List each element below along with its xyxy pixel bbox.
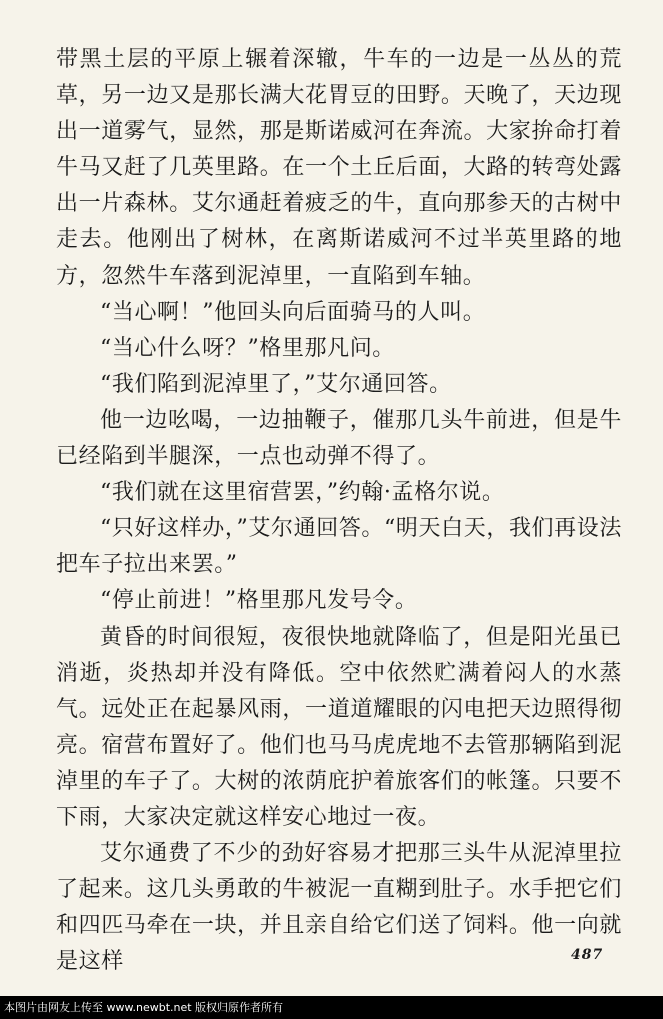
paragraph: 带黑土层的平原上辗着深辙，牛车的一边是一丛丛的荒草，另一边又是那长满大花胃豆的田野。天晚了，天边现出一道雾气，显然，那是斯诺威河在奔流。大家拚命打着牛马又赶了几英里路。在一个土丘后面，大路的转弯处露出一片森林。艾尔通赶着疲乏的牛，直向那参天的古树中走去。他刚出了树林，在离斯诺威河不过半英里路的地方，忽然牛车落到泥淖里，一直陷到车轴。: [56, 47, 622, 289]
paragraph: 艾尔通费了不少的劲好容易才把那三头牛从泥淖里拉了起来。这几头勇敢的牛被泥一直糊到肚子。水手把它们和四匹马牵在一块，并且亲自给它们送了饲料。他一向就是这样: [56, 841, 622, 975]
paragraph: “停止前进！”格里那凡发号令。: [100, 588, 418, 614]
paragraph: 他一边吆喝，一边抽鞭子，催那几头牛前进，但是牛已经陷到半腿深，一点也动弹不得了。: [56, 407, 622, 470]
paragraph: “当心啊！”他回头向后面骑马的人叫。: [100, 299, 486, 325]
body-text: [56, 42, 622, 980]
paragraph: 黄昏的时间很短，夜很快地就降临了，但是阳光虽已消逝，炎热却并没有降低。空中依然贮满着闷人的水蒸气。远处正在起暴风雨，一道道耀眼的闪电把天边照得彻亮。宿营布置好了。他们也马马虎虎地不去管那辆陷到泥淖里的车子了。大树的浓荫庇护着旅客们的帐篷。只要不下雨，大家决定就这样安心地过一夜。: [56, 624, 622, 830]
paragraph: “只好这样办，”艾尔通回答。“明天白天，我们再设法把车子拉出来罢。”: [56, 516, 622, 578]
paragraph: “我们陷到泥淖里了，”艾尔通回答。: [100, 371, 452, 397]
paragraph: “当心什么呀？”格里那凡问。: [100, 335, 395, 361]
paragraph: “我们就在这里宿营罢，”约翰·孟格尔说。: [100, 480, 505, 506]
watermark-footer: 本图片由网友上传至 www.newbt.net 版权归原作者所有: [0, 996, 663, 1019]
page-number: 487: [571, 947, 604, 963]
